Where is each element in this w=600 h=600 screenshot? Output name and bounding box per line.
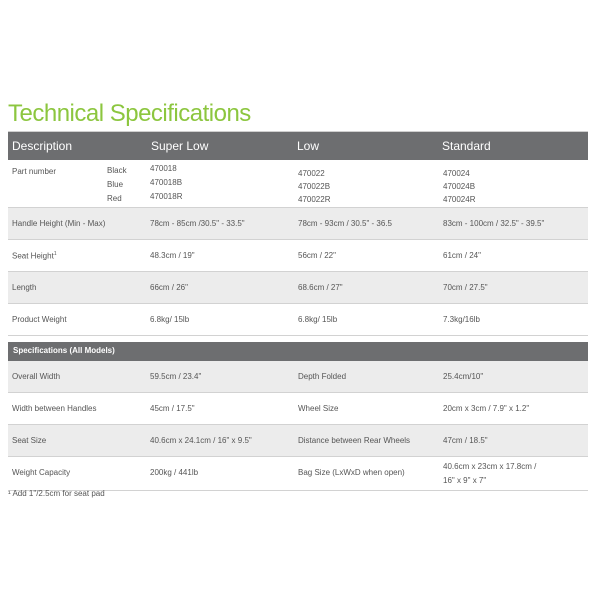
table-row-weight-capacity: [8, 457, 588, 491]
page-title: Technical Specifications: [8, 100, 251, 127]
section-title: Specifications (All Models): [13, 346, 115, 355]
row-label: Length: [12, 283, 37, 292]
part-standard-blue: 470024B: [443, 182, 476, 191]
cell-super-low: 48.3cm / 19": [150, 251, 195, 260]
spec-label: Bag Size (LxWxD when open): [298, 468, 405, 477]
spec-table: [8, 131, 588, 491]
spec-value: 25.4cm/10": [443, 372, 484, 381]
spec-value: 40.6cm x 24.1cm / 16" x 9.5": [150, 436, 252, 445]
part-standard-red: 470024R: [443, 195, 476, 204]
header-description: Description: [12, 139, 73, 153]
cell-super-low: 78cm - 85cm /30.5" - 33.5": [150, 219, 245, 228]
row-label: Handle Height (Min - Max): [12, 219, 106, 228]
part-color-black: Black: [107, 166, 127, 175]
table-row-handle-height: [8, 208, 588, 240]
part-super-low-red: 470018R: [150, 192, 183, 201]
spec-label: Weight Capacity: [12, 468, 71, 477]
table-row-seat-size: [8, 425, 588, 457]
cell-standard: 70cm / 27.5": [443, 283, 488, 292]
row-label: Seat Height$^1$: [12, 251, 57, 261]
section-header: [8, 342, 588, 361]
cell-low: 56cm / 22": [298, 251, 336, 260]
table-row-product-weight: [8, 304, 588, 336]
spec-value: 20cm x 3cm / 7.9" x 1.2": [443, 404, 530, 413]
spec-label: Wheel Size: [298, 404, 339, 413]
spec-value: 59.5cm / 23.4": [150, 372, 202, 381]
part-color-red: Red: [107, 194, 122, 203]
spec-value: 45cm / 17.5": [150, 404, 195, 413]
cell-low: 68.6cm / 27": [298, 283, 343, 292]
part-color-blue: Blue: [107, 180, 124, 189]
part-low-red: 470022R: [298, 195, 331, 204]
part-super-low-black: 470018: [150, 164, 177, 173]
part-low-blue: 470022B: [298, 182, 331, 191]
cell-standard: 7.3kg/16lb: [443, 315, 480, 324]
part-standard-black: 470024: [443, 169, 470, 178]
spec-label: Seat Size: [12, 436, 47, 445]
table-row-seat-height: [8, 240, 588, 272]
table-row-width-between-handles: [8, 393, 588, 425]
header-low: Low: [297, 139, 320, 153]
cell-standard: 83cm - 100cm / 32.5" - 39.5": [443, 219, 545, 228]
header-standard: Standard: [442, 139, 491, 153]
spec-label: Overall Width: [12, 372, 61, 381]
table-header: [8, 132, 588, 160]
cell-low: 6.8kg/ 15lb: [298, 315, 338, 324]
spec-value-line1: 40.6cm x 23cm x 17.8cm /: [443, 462, 537, 471]
spec-value: 200kg / 441lb: [150, 468, 199, 477]
cell-standard: 61cm / 24": [443, 251, 481, 260]
spec-label: Width between Handles: [12, 404, 97, 413]
cell-super-low: 6.8kg/ 15lb: [150, 315, 190, 324]
table-row-length: [8, 272, 588, 304]
table-row-part-number: [8, 160, 588, 208]
part-low-black: 470022: [298, 169, 325, 178]
cell-super-low: 66cm / 26": [150, 283, 188, 292]
spec-value-line2: 16" x 9" x 7": [443, 476, 487, 485]
footnote: ¹ Add 1"/2.5cm for seat pad: [8, 489, 105, 498]
row-label: Product Weight: [12, 315, 67, 324]
spec-label: Depth Folded: [298, 372, 347, 381]
header-super-low: Super Low: [151, 139, 209, 153]
spec-label: Distance between Rear Wheels: [298, 436, 411, 445]
cell-low: 78cm - 93cm / 30.5" - 36.5: [298, 219, 392, 228]
part-super-low-blue: 470018B: [150, 178, 183, 187]
table-row-overall-width: [8, 361, 588, 393]
spec-value: 47cm / 18.5": [443, 436, 488, 445]
part-number-label: Part number: [12, 167, 57, 176]
